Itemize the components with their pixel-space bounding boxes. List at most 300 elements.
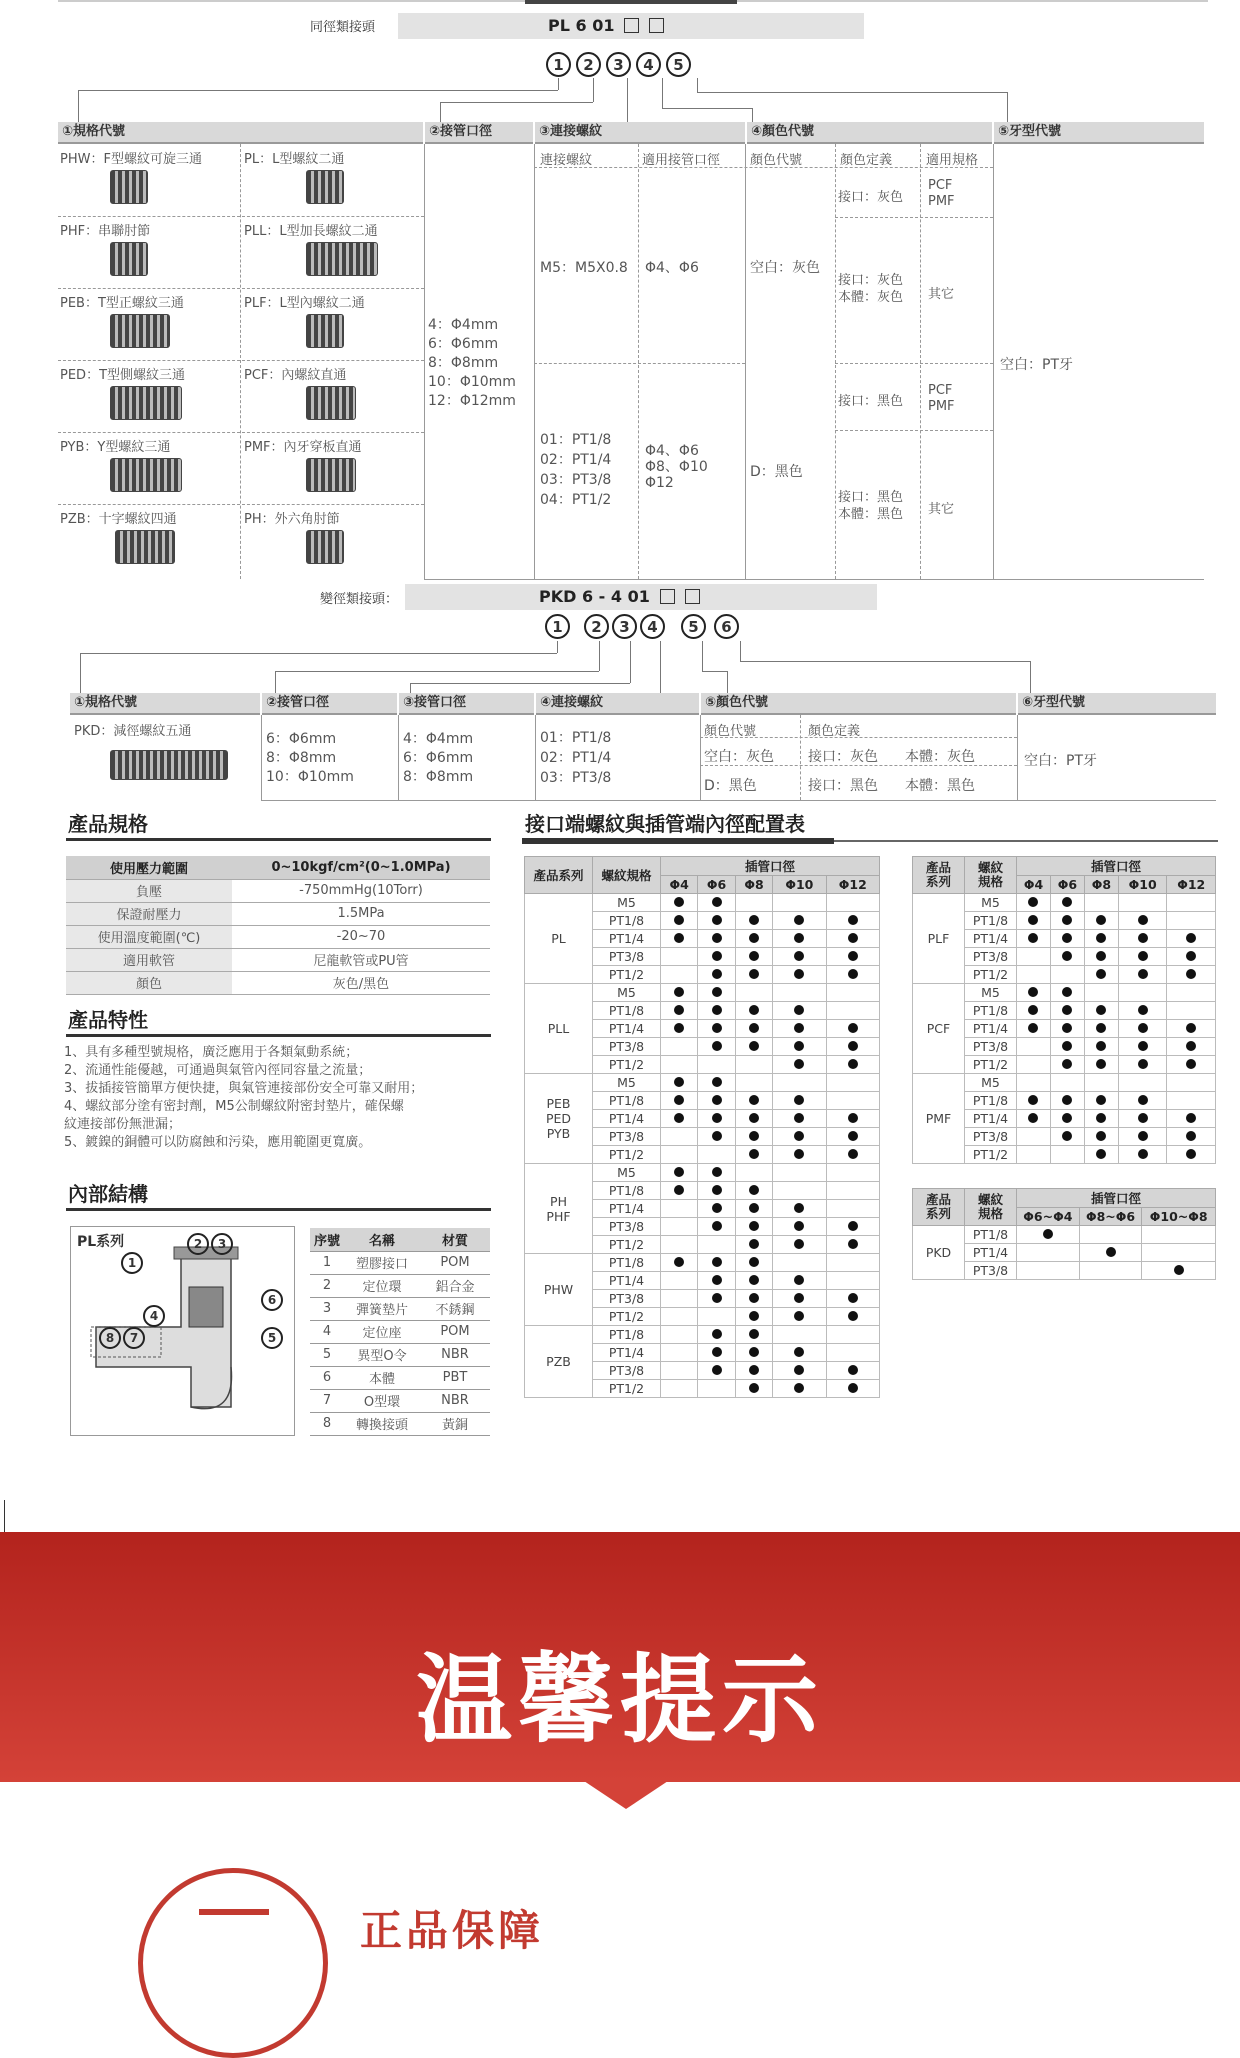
cfg-cell bbox=[1050, 948, 1084, 966]
pt-tube-list bbox=[645, 443, 708, 491]
table-row bbox=[913, 1074, 1216, 1092]
available-dot bbox=[1062, 1131, 1072, 1141]
available-dot bbox=[1096, 915, 1106, 925]
cfg-cell bbox=[735, 1326, 772, 1344]
cfg-cell bbox=[1050, 1128, 1084, 1146]
code-box bbox=[660, 589, 675, 604]
circle-num: 3 bbox=[606, 52, 631, 77]
cfg-cell bbox=[735, 1164, 772, 1182]
vary-r1: 空白：灰色 bbox=[704, 749, 774, 765]
available-dot bbox=[749, 1041, 759, 1051]
type-cell bbox=[244, 436, 362, 455]
available-dot bbox=[749, 1023, 759, 1033]
cfg-cell bbox=[1167, 1092, 1216, 1110]
cfg-cell bbox=[773, 1020, 826, 1038]
available-dot bbox=[749, 1311, 759, 1321]
cfg-bore: Φ12 bbox=[1167, 876, 1216, 894]
spec-pcf bbox=[928, 178, 955, 210]
vary-header: ②接管口徑 bbox=[262, 693, 397, 715]
available-dot bbox=[749, 1203, 759, 1213]
cfg-series: PCF bbox=[913, 984, 965, 1074]
size-item: 4：Φ4mm bbox=[403, 731, 474, 747]
cfg-cell bbox=[826, 948, 879, 966]
available-dot bbox=[848, 1293, 858, 1303]
pkd-type: PKD：減徑螺紋五通 bbox=[74, 724, 192, 739]
cfg-cell bbox=[1142, 1226, 1216, 1244]
cfg-cell bbox=[698, 1128, 735, 1146]
table-row bbox=[913, 984, 1216, 1002]
cfg-thread: PT1/2 bbox=[965, 966, 1017, 984]
part-num: 7 bbox=[123, 1327, 145, 1349]
cfg-cell bbox=[661, 1110, 698, 1128]
header-color: ④顏色代號 bbox=[747, 122, 992, 144]
cfg-cell bbox=[735, 1344, 772, 1362]
cfg-cell bbox=[1118, 1092, 1167, 1110]
cfg-cell bbox=[1050, 1020, 1084, 1038]
cfg-cell bbox=[661, 1326, 698, 1344]
size-item: 8：Φ8mm bbox=[403, 769, 474, 785]
cfg-cell bbox=[826, 1002, 879, 1020]
available-dot bbox=[1043, 1229, 1053, 1239]
cfg-thread: M5 bbox=[965, 894, 1017, 912]
cfg-series: PLL bbox=[525, 984, 593, 1074]
type-cell bbox=[60, 364, 185, 383]
cfg-cell bbox=[1118, 1002, 1167, 1020]
part-num: 4 bbox=[143, 1305, 165, 1327]
available-dot bbox=[712, 933, 722, 943]
type-name: PYB：Y型螺紋三通 bbox=[60, 440, 171, 455]
cfg-cell bbox=[735, 1290, 772, 1308]
cfg-thread: M5 bbox=[593, 984, 661, 1002]
tee-fitting-icon bbox=[110, 314, 170, 348]
cfg-cell bbox=[1118, 1020, 1167, 1038]
mat-head: 材質 bbox=[420, 1228, 490, 1251]
type-cell bbox=[244, 220, 378, 239]
cfg-cell bbox=[1084, 1038, 1118, 1056]
cfg-cell bbox=[1050, 1056, 1084, 1074]
available-dot bbox=[794, 1365, 804, 1375]
mat-cell: 定位座 bbox=[344, 1320, 420, 1343]
vary-r1: 本體：灰色 bbox=[905, 749, 975, 765]
available-dot bbox=[1062, 1041, 1072, 1051]
available-dot bbox=[848, 933, 858, 943]
spec-line: PCF bbox=[928, 383, 953, 398]
cfg-bore: Φ10 bbox=[773, 876, 826, 894]
available-dot bbox=[749, 933, 759, 943]
color-d: D：黑色 bbox=[750, 464, 803, 480]
available-dot bbox=[712, 1203, 722, 1213]
cfg-cell bbox=[1118, 1110, 1167, 1128]
available-dot bbox=[1138, 1131, 1148, 1141]
available-dot bbox=[749, 1275, 759, 1285]
cfg-thread: PT1/8 bbox=[965, 912, 1017, 930]
cfg-cell bbox=[1050, 912, 1084, 930]
header-thread: ③連接螺紋 bbox=[535, 122, 745, 144]
cfg-head-thread: 螺紋 規格 bbox=[965, 857, 1017, 894]
cfg-cell bbox=[1167, 894, 1216, 912]
available-dot bbox=[848, 1311, 858, 1321]
cfg-cell bbox=[698, 948, 735, 966]
cfg-cell bbox=[735, 1272, 772, 1290]
available-dot bbox=[794, 1311, 804, 1321]
cfg-cell bbox=[773, 1290, 826, 1308]
pt-tube: Φ4、Φ6 bbox=[645, 443, 699, 459]
cfg-cell bbox=[826, 1020, 879, 1038]
available-dot bbox=[1028, 933, 1038, 943]
cfg-bore: Φ8 bbox=[735, 876, 772, 894]
available-dot bbox=[712, 1275, 722, 1285]
vary-header: ⑥牙型代號 bbox=[1018, 693, 1216, 715]
mat-cell: 不銹鋼 bbox=[420, 1297, 490, 1320]
cfg-cell bbox=[773, 1146, 826, 1164]
color-head: 顏色代號 bbox=[750, 153, 803, 168]
cfg-cell bbox=[773, 984, 826, 1002]
available-dot bbox=[1028, 987, 1038, 997]
vary-header: ①規格代號 bbox=[70, 693, 260, 715]
available-dot bbox=[749, 1239, 759, 1249]
color-def-line: 本體：灰色 bbox=[838, 290, 904, 305]
available-dot bbox=[674, 933, 684, 943]
cfg-cell bbox=[735, 930, 772, 948]
available-dot bbox=[1062, 1005, 1072, 1015]
cfg-cell bbox=[735, 1002, 772, 1020]
mat-cell: 2 bbox=[310, 1274, 344, 1297]
manifold-fitting-icon bbox=[110, 750, 228, 780]
cfg-cell bbox=[735, 1110, 772, 1128]
available-dot bbox=[712, 951, 722, 961]
cfg-cell bbox=[661, 966, 698, 984]
cfg-thread: PT1/2 bbox=[593, 1056, 661, 1074]
color-def-line: 接口：灰色 bbox=[838, 273, 904, 288]
cfg-thread: PT3/8 bbox=[965, 1038, 1017, 1056]
available-dot bbox=[848, 1365, 858, 1375]
cfg-cell bbox=[1084, 1110, 1118, 1128]
available-dot bbox=[794, 1293, 804, 1303]
cfg-cell bbox=[1017, 1020, 1051, 1038]
available-dot bbox=[712, 897, 722, 907]
available-dot bbox=[1028, 1005, 1038, 1015]
available-dot bbox=[1186, 933, 1196, 943]
cfg-cell bbox=[698, 1326, 735, 1344]
cfg-cell bbox=[1050, 1038, 1084, 1056]
type-cell bbox=[244, 292, 365, 311]
mat-cell: 4 bbox=[310, 1320, 344, 1343]
cfg-cell bbox=[826, 1290, 879, 1308]
spec-line: PMF bbox=[928, 194, 955, 209]
mat-cell: 彈簧墊片 bbox=[344, 1297, 420, 1320]
cfg-cell bbox=[1017, 930, 1051, 948]
cfg-title: 接口端螺紋與插管端內徑配置表 bbox=[525, 812, 805, 836]
cfg-bore: Φ6 bbox=[1050, 876, 1084, 894]
cfg-cell bbox=[826, 912, 879, 930]
table-row bbox=[525, 1254, 880, 1272]
cfg-cell bbox=[698, 1092, 735, 1110]
cfg-cell bbox=[1142, 1262, 1216, 1280]
cfg-cell bbox=[773, 1380, 826, 1398]
available-dot bbox=[1186, 951, 1196, 961]
available-dot bbox=[712, 1023, 722, 1033]
cfg-thread: PT1/8 bbox=[965, 1002, 1017, 1020]
available-dot bbox=[848, 1239, 858, 1249]
available-dot bbox=[794, 1347, 804, 1357]
cfg-cell bbox=[1017, 984, 1051, 1002]
cfg-thread: PT1/8 bbox=[593, 1326, 661, 1344]
cfg-cell bbox=[1118, 912, 1167, 930]
circle-num: 5 bbox=[681, 614, 706, 639]
cfg-cell bbox=[735, 1038, 772, 1056]
circle-num: 6 bbox=[714, 614, 739, 639]
color-def: 接口：灰色 bbox=[838, 190, 904, 205]
straight-fitting-icon bbox=[306, 386, 356, 420]
cfg-cell bbox=[735, 1200, 772, 1218]
cross-fitting-icon bbox=[115, 530, 175, 564]
cfg-cell bbox=[1050, 1074, 1084, 1092]
cfg-cell bbox=[735, 894, 772, 912]
available-dot bbox=[1096, 1095, 1106, 1105]
mat-cell: 7 bbox=[310, 1389, 344, 1412]
available-dot bbox=[848, 1041, 858, 1051]
available-dot bbox=[1096, 1113, 1106, 1123]
vary-sizes3 bbox=[403, 730, 473, 787]
cfg-cell bbox=[661, 930, 698, 948]
cfg-thread: PT1/4 bbox=[965, 1110, 1017, 1128]
cfg-cell bbox=[735, 966, 772, 984]
cfg-cell bbox=[698, 1236, 735, 1254]
cfg-cell bbox=[735, 1380, 772, 1398]
cfg-cell bbox=[698, 1074, 735, 1092]
available-dot bbox=[1096, 1131, 1106, 1141]
available-dot bbox=[712, 1005, 722, 1015]
circle-num: 1 bbox=[545, 614, 570, 639]
mat-cell: 1 bbox=[310, 1251, 344, 1274]
available-dot bbox=[1062, 897, 1072, 907]
available-dot bbox=[1106, 1247, 1116, 1257]
cfg-cell bbox=[661, 1002, 698, 1020]
cfg-cell bbox=[1017, 1110, 1051, 1128]
cfg-cell bbox=[1142, 1244, 1216, 1262]
available-dot bbox=[749, 1365, 759, 1375]
same-label: 同徑類接頭 bbox=[310, 20, 376, 35]
mat-cell: 5 bbox=[310, 1343, 344, 1366]
vary-r2: D：黑色 bbox=[704, 778, 757, 794]
cfg-series: PMF bbox=[913, 1074, 965, 1164]
cfg-cell bbox=[1017, 1262, 1080, 1280]
cfg-thread: PT1/8 bbox=[593, 1002, 661, 1020]
spec-line: PCF bbox=[928, 178, 953, 193]
type-cell bbox=[60, 292, 184, 311]
type-name: PED：T型側螺紋三通 bbox=[60, 368, 186, 383]
available-dot bbox=[749, 1347, 759, 1357]
cfg-cell bbox=[661, 1038, 698, 1056]
thread-head: 連接螺紋 bbox=[540, 153, 593, 168]
mat-cell: 本體 bbox=[344, 1366, 420, 1389]
cfg-bore: Φ8 bbox=[1084, 876, 1118, 894]
cfg-cell bbox=[773, 1164, 826, 1182]
type-cell bbox=[244, 364, 346, 383]
spec-table bbox=[66, 856, 490, 995]
cfg-cell bbox=[698, 1380, 735, 1398]
spec-pcf bbox=[928, 383, 955, 415]
available-dot bbox=[1138, 951, 1148, 961]
cfg-thread: M5 bbox=[593, 1074, 661, 1092]
tee-fitting-icon bbox=[110, 170, 148, 204]
table-row bbox=[913, 1226, 1216, 1244]
cfg-cell bbox=[661, 1164, 698, 1182]
available-dot bbox=[749, 951, 759, 961]
available-dot bbox=[749, 1293, 759, 1303]
cfg-cell bbox=[1118, 984, 1167, 1002]
cfg-series: PKD bbox=[913, 1226, 965, 1280]
cfg-thread: PT1/8 bbox=[593, 1254, 661, 1272]
available-dot bbox=[1186, 969, 1196, 979]
cfg-cell bbox=[773, 1182, 826, 1200]
cfg-cell bbox=[1084, 1020, 1118, 1038]
tee-fitting-icon bbox=[110, 386, 182, 420]
cfg-cell bbox=[698, 1146, 735, 1164]
part-num: 8 bbox=[99, 1327, 121, 1349]
available-dot bbox=[848, 915, 858, 925]
mat-cell: 塑膠接口 bbox=[344, 1251, 420, 1274]
color-blank: 空白：灰色 bbox=[750, 260, 820, 276]
vary-circles bbox=[545, 614, 744, 639]
cfg-cell bbox=[826, 1074, 879, 1092]
cfg-cell bbox=[826, 1128, 879, 1146]
available-dot bbox=[1174, 1265, 1184, 1275]
cfg-cell bbox=[1084, 1074, 1118, 1092]
cfg-cell bbox=[661, 1020, 698, 1038]
feat-item: 1、具有多種型號規格，廣泛應用于各類氣動系統； bbox=[64, 1045, 359, 1060]
available-dot bbox=[848, 1023, 858, 1033]
cfg-thread: PT3/8 bbox=[593, 1218, 661, 1236]
cfg-cell bbox=[826, 1380, 879, 1398]
feat-item: 2、流通性能優越，可通過與氣管內徑同容量之流量； bbox=[64, 1063, 372, 1078]
cfg-cell bbox=[698, 1308, 735, 1326]
feat-title: 產品特性 bbox=[68, 1008, 148, 1032]
cfg-head-bore: 插管口徑 bbox=[661, 857, 880, 876]
available-dot bbox=[1138, 1023, 1148, 1033]
cfg-thread: PT1/2 bbox=[593, 1308, 661, 1326]
cfg-cell bbox=[773, 1344, 826, 1362]
available-dot bbox=[794, 1041, 804, 1051]
cfg-cell bbox=[661, 912, 698, 930]
thread-item: 02：PT1/4 bbox=[540, 750, 612, 766]
available-dot bbox=[1138, 1005, 1148, 1015]
available-dot bbox=[712, 1077, 722, 1087]
series-label: PL系列 bbox=[77, 1234, 125, 1250]
available-dot bbox=[749, 1113, 759, 1123]
cfg-series: PH PHF bbox=[525, 1164, 593, 1254]
available-dot bbox=[794, 951, 804, 961]
cfg-cell bbox=[661, 1254, 698, 1272]
mat-head: 序號 bbox=[310, 1228, 344, 1251]
available-dot bbox=[794, 1113, 804, 1123]
vary-def-head: 顏色定義 bbox=[808, 724, 861, 739]
cfg-cell bbox=[661, 1056, 698, 1074]
available-dot bbox=[794, 969, 804, 979]
color-def: 接口：黑色 bbox=[838, 394, 904, 409]
cfg-cell bbox=[826, 930, 879, 948]
cfg-thread: PT1/8 bbox=[593, 1182, 661, 1200]
available-dot bbox=[794, 1221, 804, 1231]
cfg-bore: Φ10 bbox=[1118, 876, 1167, 894]
cfg-thread: PT3/8 bbox=[965, 948, 1017, 966]
spec-title: 產品規格 bbox=[68, 812, 148, 836]
cfg-cell bbox=[1118, 930, 1167, 948]
cfg-series: PEB PED PYB bbox=[525, 1074, 593, 1164]
cfg-cell bbox=[826, 1272, 879, 1290]
available-dot bbox=[794, 1149, 804, 1159]
available-dot bbox=[674, 987, 684, 997]
color-def bbox=[838, 272, 903, 306]
available-dot bbox=[848, 969, 858, 979]
available-dot bbox=[674, 1005, 684, 1015]
cfg-cell bbox=[661, 1218, 698, 1236]
cfg-cell bbox=[826, 1362, 879, 1380]
cfg-cell bbox=[826, 1218, 879, 1236]
cfg-cell bbox=[735, 1254, 772, 1272]
cfg-cell bbox=[698, 984, 735, 1002]
cfg-cell bbox=[1167, 966, 1216, 984]
type-cell bbox=[60, 148, 202, 167]
cfg-head-thread: 螺紋規格 bbox=[593, 857, 661, 894]
mat-cell: 轉換接頭 bbox=[344, 1412, 420, 1435]
same-circles bbox=[546, 52, 696, 77]
cfg-cell bbox=[698, 1020, 735, 1038]
circle-num: 2 bbox=[584, 614, 609, 639]
size-item: 12：Φ12mm bbox=[428, 393, 516, 409]
mat-cell: 黃銅 bbox=[420, 1412, 490, 1435]
available-dot bbox=[749, 1383, 759, 1393]
inline-fitting-icon bbox=[110, 242, 148, 276]
available-dot bbox=[848, 1059, 858, 1069]
cfg-cell bbox=[773, 930, 826, 948]
pt-tube: Φ8、Φ10 bbox=[645, 459, 708, 475]
available-dot bbox=[749, 1095, 759, 1105]
available-dot bbox=[712, 1131, 722, 1141]
spec-key: 適用軟管 bbox=[66, 948, 232, 971]
circle-num: 4 bbox=[636, 52, 661, 77]
mat-cell: 異型O令 bbox=[344, 1343, 420, 1366]
spec-head: 適用規格 bbox=[926, 153, 979, 168]
available-dot bbox=[794, 1203, 804, 1213]
available-dot bbox=[794, 1275, 804, 1285]
available-dot bbox=[1096, 1149, 1106, 1159]
cfg-cell bbox=[1084, 930, 1118, 948]
cfg-cell bbox=[661, 948, 698, 966]
available-dot bbox=[1186, 1023, 1196, 1033]
available-dot bbox=[712, 1257, 722, 1267]
cfg-cell bbox=[661, 1380, 698, 1398]
available-dot bbox=[848, 1383, 858, 1393]
cfg-cell bbox=[735, 1074, 772, 1092]
cfg-cell bbox=[1017, 1056, 1051, 1074]
cfg-cell bbox=[1084, 1056, 1118, 1074]
cfg-cell bbox=[1084, 1146, 1118, 1164]
cfg-series: PL bbox=[525, 894, 593, 984]
cfg-cell bbox=[735, 1362, 772, 1380]
cfg-cell bbox=[698, 1254, 735, 1272]
cfg-cell bbox=[773, 1200, 826, 1218]
bulkhead-fitting-icon bbox=[306, 458, 356, 492]
cfg-cell bbox=[773, 948, 826, 966]
cfg-bore: Φ4 bbox=[661, 876, 698, 894]
cfg-cell bbox=[773, 1074, 826, 1092]
color-def-line: 本體：黑色 bbox=[838, 507, 904, 522]
pt-item: 02：PT1/4 bbox=[540, 452, 612, 468]
type-cell bbox=[60, 436, 170, 455]
feat-item: 紋連接部份無泄漏； bbox=[64, 1117, 182, 1132]
cfg-head-bore: 插管口徑 bbox=[1017, 857, 1216, 876]
